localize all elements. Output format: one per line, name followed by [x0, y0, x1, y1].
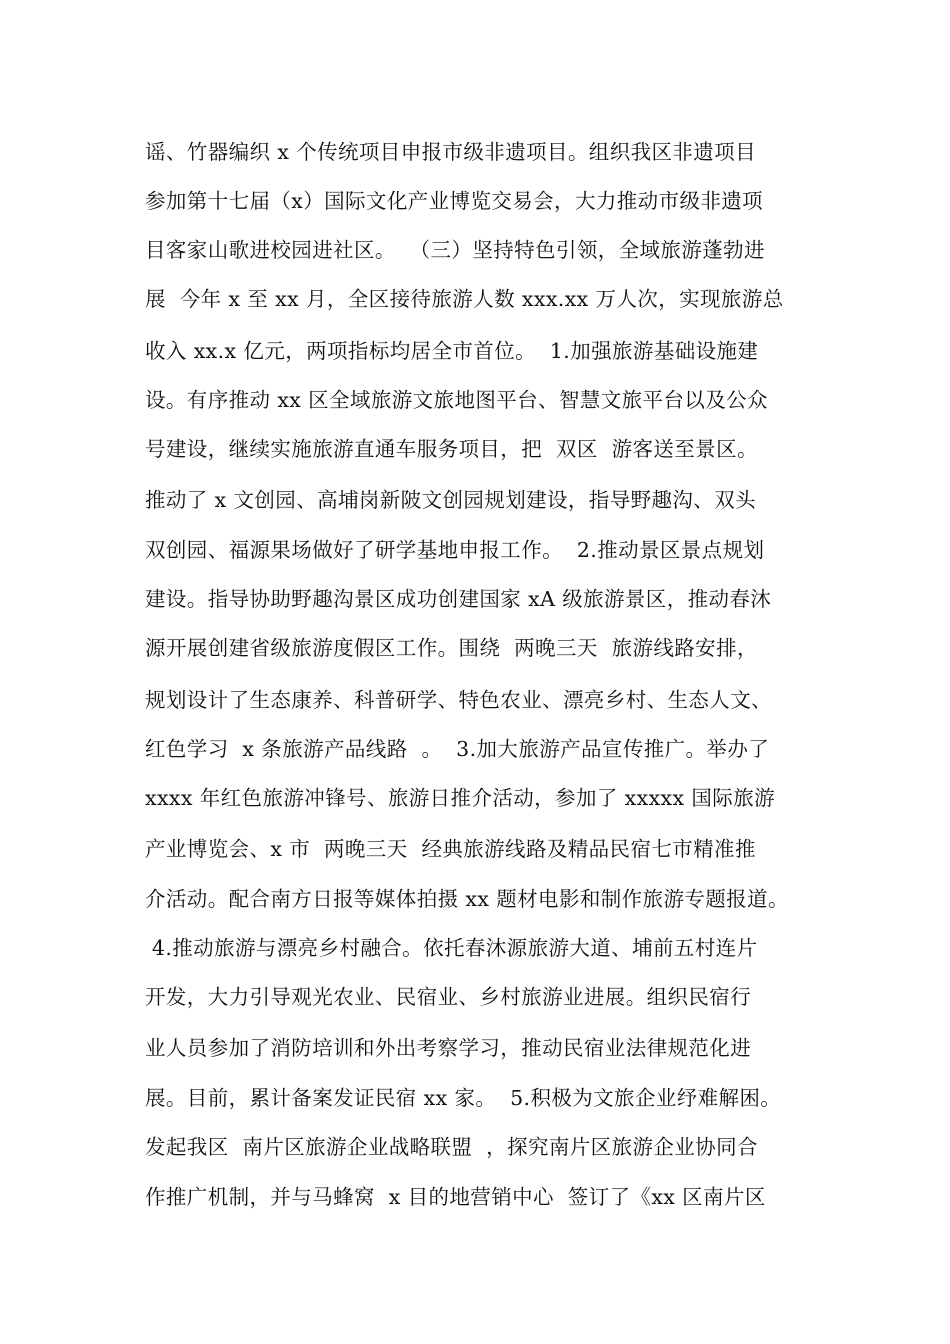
text-line: 号建设，继续实施旅游直通车服务项目，把 双区 游客送至景区。: [145, 437, 758, 461]
text-line: 展 今年 x 至 xx 月，全区接待旅游人数 xxx.xx 万人次，实现旅游总: [145, 287, 784, 311]
text-line: 推动了 x 文创园、高埔岗新陂文创园规划建设，指导野趣沟、双头: [145, 488, 756, 512]
text-line: 谣、竹器编织 x 个传统项目申报市级非遗项目。组织我区非遗项目: [145, 140, 756, 164]
text-line: 源开展创建省级旅游度假区工作。围绕 两晚三天 旅游线路安排，: [145, 636, 758, 660]
text-line: 发起我区 南片区旅游企业战略联盟 ，探究南片区旅游企业协同合: [145, 1135, 758, 1159]
text-line: 参加第十七届（x）国际文化产业博览交易会，大力推动市级非遗项: [145, 189, 764, 213]
text-line: 开发，大力引导观光农业、民宿业、乡村旅游业进展。组织民宿行: [145, 985, 752, 1009]
text-line: 作推广机制，并与马蜂窝 x 目的地营销中心 签订了《xx 区南片区: [145, 1185, 766, 1209]
text-line: 双创园、福源果场做好了研学基地申报工作。 2.推动景区景点规划: [145, 538, 765, 562]
text-line: 业人员参加了消防培训和外出考察学习，推动民宿业法律规范化进: [145, 1036, 752, 1060]
text-line: 展。目前，累计备案发证民宿 xx 家。 5.积极为文旅企业纾难解困。: [145, 1086, 782, 1110]
text-line: 建设。指导协助野趣沟景区成功创建国家 xA 级旅游景区，推动春沐: [145, 587, 772, 611]
text-line: 目客家山歌进校园进社区。 （三）坚持特色引领，全域旅游蓬勃进: [145, 238, 765, 262]
text-line: 介活动。配合南方日报等媒体拍摄 xx 题材电影和制作旅游专题报道。: [145, 887, 789, 911]
text-line: 产业博览会、x 市 两晚三天 经典旅游线路及精品民宿七市精准推: [145, 837, 756, 861]
text-line: 设。有序推动 xx 区全域旅游文旅地图平台、智慧文旅平台以及公众: [145, 388, 768, 412]
text-line: 收入 xx.x 亿元，两项指标均居全市首位。 1.加强旅游基础设施建: [145, 339, 759, 363]
text-line: 规划设计了生态康养、科普研学、特色农业、漂亮乡村、生态人文、: [145, 688, 772, 712]
text-line: 4.推动旅游与漂亮乡村融合。依托春沐源旅游大道、埔前五村连片: [145, 936, 758, 960]
text-line: 红色学习 x 条旅游产品线路 。 3.加大旅游产品宣传推广。举办了: [145, 737, 770, 761]
text-line: xxxx 年红色旅游冲锋号、旅游日推介活动，参加了 xxxxx 国际旅游: [145, 786, 775, 810]
